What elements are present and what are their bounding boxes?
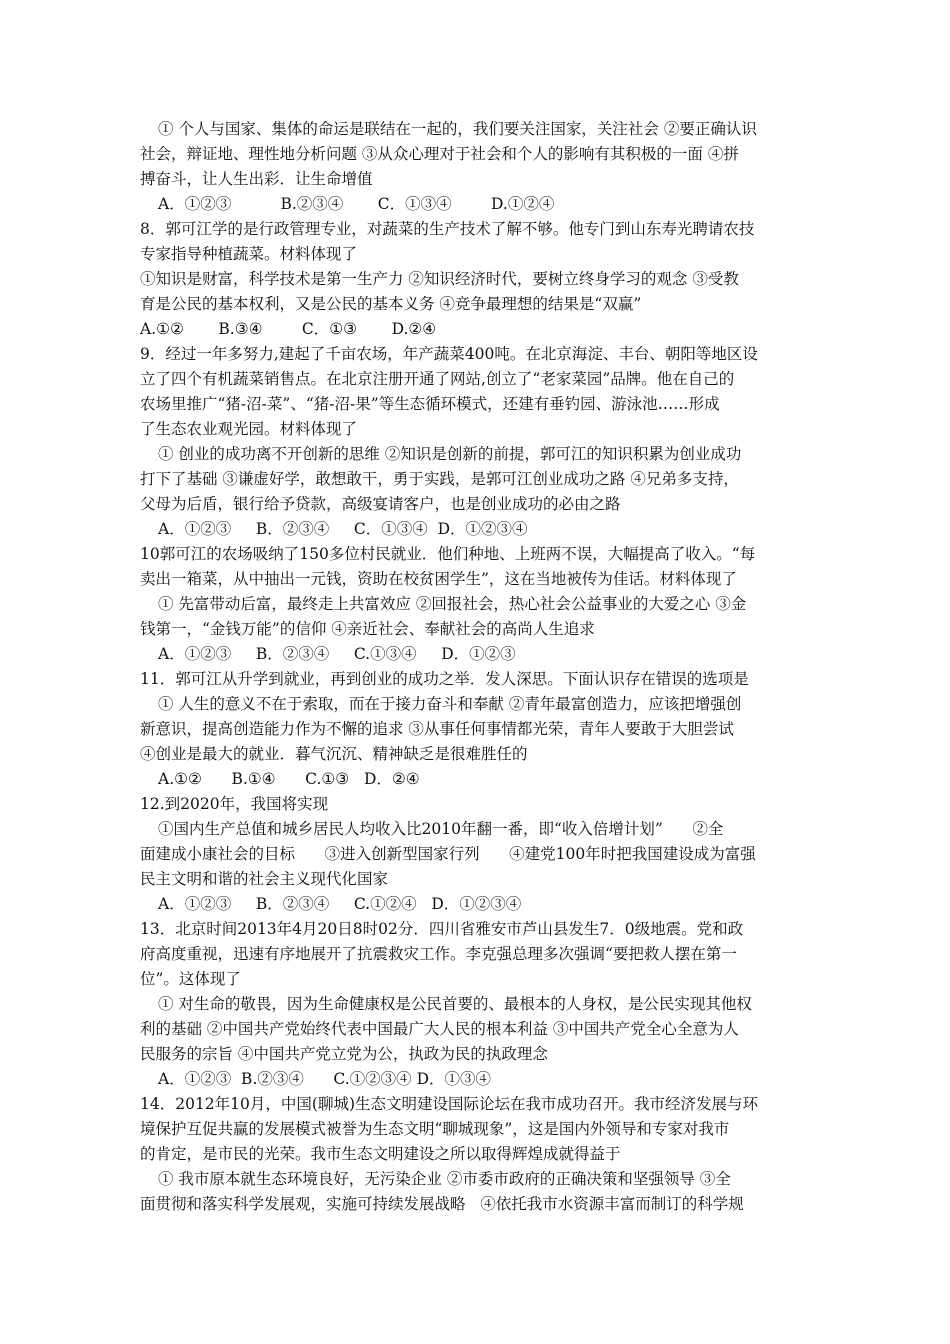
text-line: 钱第一，“金钱万能”的信仰 ④亲近社会、奉献社会的高尚人生追求: [140, 620, 595, 638]
text-line: 9．经过一年多努力,建起了千亩农场，年产蔬菜400吨。在北京海淀、丰台、朝阳等地区设: [140, 345, 758, 363]
text-line: ①国内生产总值和城乡居民人均收入比2010年翻一番，即“收入倍增计划” ②全: [158, 820, 724, 838]
text-line: 社会，辩证地、理性地分析问题 ③从众心理对于社会和个人的影响有其积极的一面 ④拼: [140, 145, 739, 163]
text-line: 位”。这体现了: [140, 970, 241, 988]
text-line: 11．郭可江从升学到就业，再到创业的成功之举．发人深思。下面认识存在错误的选项是: [140, 670, 749, 688]
text-line: 卖出一箱菜，从中抽出一元钱，资助在校贫困学生”，这在当地被传为佳话。材料体现了: [140, 570, 737, 588]
text-line: ① 对生命的敬畏，因为生命健康权是公民首要的、最根本的人身权，是公民实现其他权: [158, 995, 752, 1013]
text-line: 面贯彻和落实科学发展观，实施可持续发展战略 ④依托我市水资源丰富而制订的科学规: [140, 1195, 744, 1213]
text-line: 立了四个有机蔬菜销售点。在北京注册开通了网站,创立了“老家菜园”品牌。他在自己的: [140, 370, 735, 388]
text-line: 民服务的宗旨 ④中国共产党立党为公，执政为民的执政理念: [140, 1045, 548, 1063]
text-line: A.①② B.③④ C．①③ D.②④: [140, 320, 437, 338]
text-line: 10郭可江的农场吸纳了150多位村民就业．他们种地、上班两不误，大幅提高了收入。“每: [140, 545, 756, 563]
text-line: ④创业是最大的就业．暮气沉沉、精神缺乏是很难胜任的: [140, 745, 528, 763]
text-line: 搏奋斗，让人生出彩．让生命增值: [140, 170, 373, 188]
text-line: 境保护互促共赢的发展模式被誉为生态文明“聊城现象”，这是国内外领导和专家对我市: [140, 1120, 730, 1138]
text-line: 的肯定，是市民的光荣。我市生态文明建设之所以取得辉煌成就得益于: [140, 1145, 621, 1163]
text-line: 面建成小康社会的目标 ③进入创新型国家行列 ④建党100年时把我国建设成为富强: [140, 845, 756, 863]
exam-page: [140, 117, 820, 1217]
text-line: 14．2012年10月，中国(聊城)生态文明建设国际论坛在我市成功召开。我市经济发展与环: [140, 1095, 758, 1113]
text-line: A．①②③ B．②③④ C．①③④ D．①②③④: [158, 520, 528, 538]
text-line: ① 我市原本就生态环境良好，无污染企业 ②市委市政府的正确决策和坚强领导 ③全: [158, 1170, 731, 1188]
text-line: 专家指导种植蔬菜。材料体现了: [140, 245, 358, 263]
text-line: 13．北京时间2013年4月20日8时02分．四川省雅安市芦山县发生7．0级地震。党和政: [140, 920, 744, 938]
text-line: ① 创业的成功离不开创新的思维 ②知识是创新的前提，郭可江的知识积累为创业成功: [158, 445, 742, 463]
text-line: A．①②③ B．②③④ C.①②④ D．①②③④: [158, 895, 522, 913]
text-line: 育是公民的基本权利，又是公民的基本义务 ④竞争最理想的结果是“双赢”: [140, 295, 642, 313]
text-line: 农场里推广“猪-沼-菜”、“猪-沼-果”等生态循环模式，还建有垂钓园、游泳池……形成: [140, 395, 720, 413]
text-line: A.①② B.①④ C.①③ D．②④: [158, 770, 420, 788]
text-line: 打下了基础 ③谦虚好学，敢想敢干，勇于实践，是郭可江创业成功之路 ④兄弟多支持，: [140, 470, 739, 488]
text-line: 府高度重视，迅速有序地展开了抗震救灾工作。李克强总理多次强调“要把救人摆在第一: [140, 945, 737, 963]
text-line: ①知识是财富，科学技术是第一生产力 ②知识经济时代，要树立终身学习的观念 ③受教: [140, 270, 739, 288]
text-line: 民主文明和谐的社会主义现代化国家: [140, 870, 389, 888]
text-line: 利的基础 ②中国共产党始终代表中国最广大人民的根本利益 ③中国共产党全心全意为人: [140, 1020, 739, 1038]
text-line: A．①②③ B．②③④ C.①③④ D．①②③: [158, 645, 516, 663]
text-line: 父母为后盾，银行给予贷款，高级宴请客户，也是创业成功的必由之路: [140, 495, 621, 513]
text-line: 了生态农业观光园。材料体现了: [140, 420, 358, 438]
text-line: ① 个人与国家、集体的命运是联结在一起的，我们要关注国家，关注社会 ②要正确认识: [158, 120, 757, 138]
text-line: 新意识，提高创造能力作为不懈的追求 ③从事任何事情都光荣，青年人要敢于大胆尝试: [140, 720, 734, 738]
text-line: ① 人生的意义不在于索取，而在于接力奋斗和奉献 ②青年最富创造力，应该把增强创: [158, 695, 742, 713]
text-line: 8．郭可江学的是行政管理专业，对蔬菜的生产技术了解不够。他专门到山东寿光聘请农技: [140, 220, 755, 238]
text-line: 12.到2020年，我国将实现: [140, 795, 329, 813]
text-line: A．①②③ B.②③④ C．①③④ D.①②④: [158, 195, 555, 213]
text-line: A．①②③ B.②③④ C.①②③④ D．①③④: [158, 1070, 492, 1088]
text-line: ① 先富带动后富，最终走上共富效应 ②回报社会，热心社会公益事业的大爱之心 ③金: [158, 595, 747, 613]
